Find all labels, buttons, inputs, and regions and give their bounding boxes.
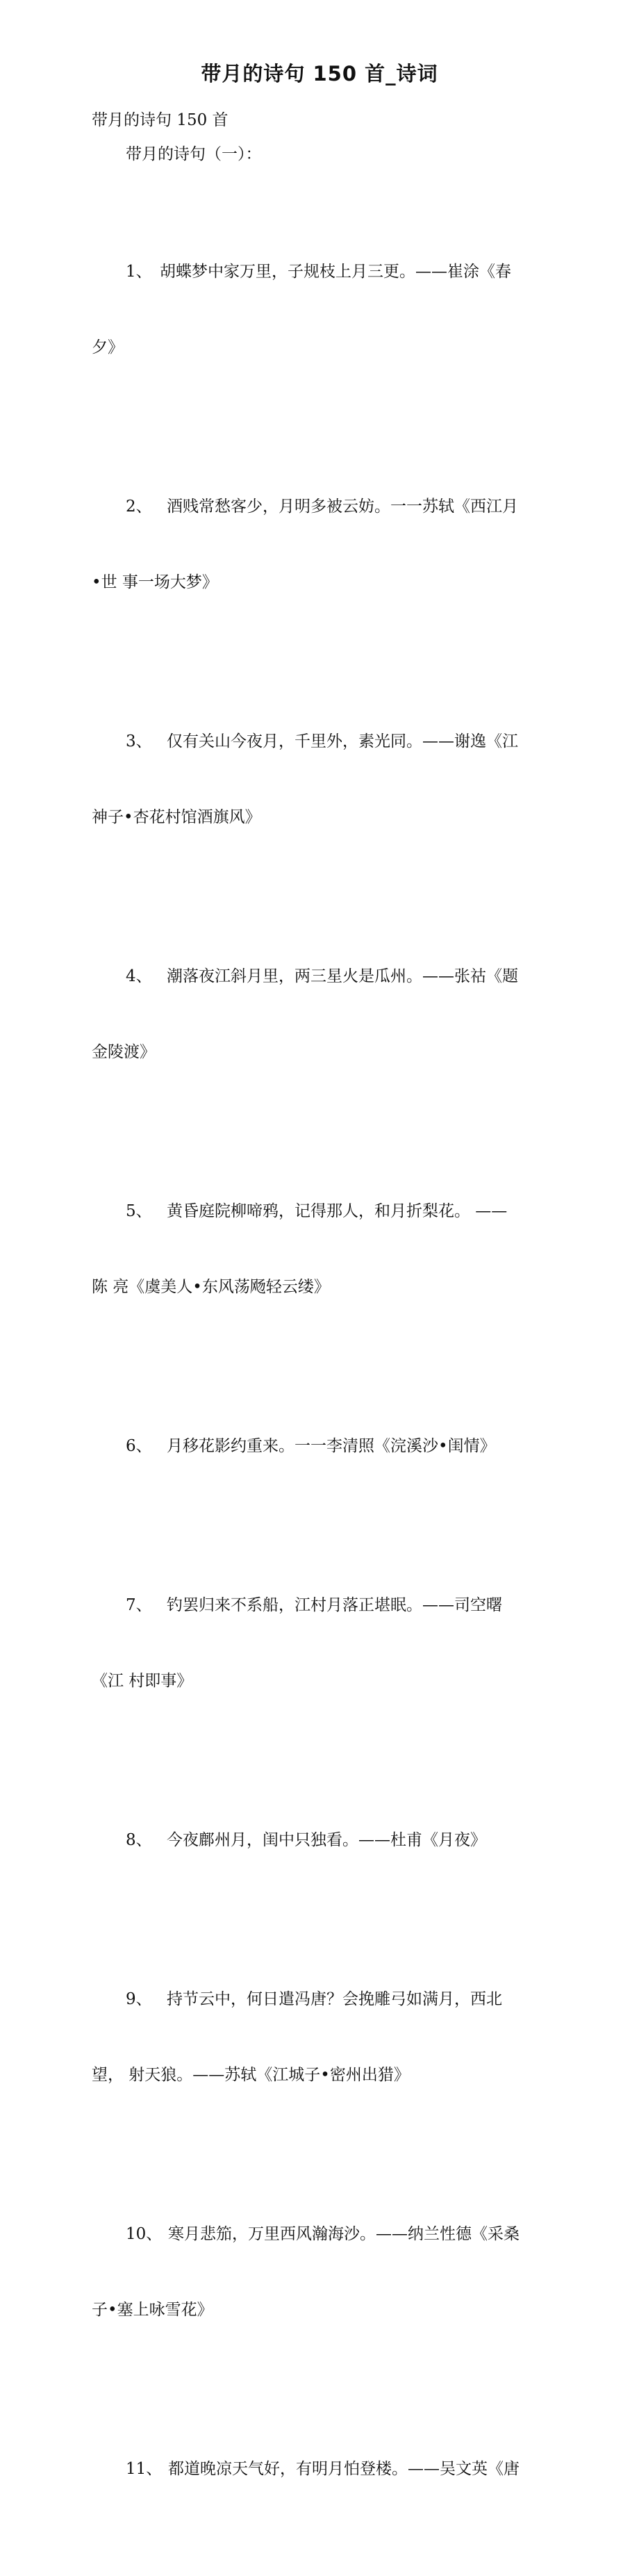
poem-line-continued: 《江 村即事》 (92, 1672, 193, 1690)
poem-line: 潮落夜江斜月里，两三星火是瓜州。——张祜《题 (167, 967, 518, 985)
poem-number: 10、 (126, 2225, 163, 2243)
poem-number: 9、 (126, 1990, 152, 2008)
poem-item (92, 924, 550, 1117)
poem-number: 6、 (126, 1437, 152, 1455)
poem-item (92, 1394, 550, 1511)
poem-line: 今夜鄜州月，闺中只独看。——杜甫《月夜》 (167, 1831, 486, 1849)
poem-line-continued: 望， 射天狼。——苏轼《江城子•密州出猎》 (92, 2066, 410, 2084)
poem-line: 仅有关山今夜月，千里外，素光同。——谢逸《江 (167, 732, 518, 750)
poem-number: 3、 (126, 732, 152, 750)
poem-line-continued: 子•塞上咏雪花》 (92, 2301, 213, 2319)
poem-line-continued: 夕》 (92, 338, 124, 356)
poem-line: 酒贱常愁客少，月明多被云妨。一一苏轼《西江月 (167, 498, 518, 516)
poem-line-continued: 金陵渡》 (92, 1043, 156, 1061)
poem-item (92, 2182, 550, 2375)
poem-line: 月移花影约重来。一一李清照《浣溪沙•闺情》 (167, 1437, 496, 1455)
poem-number: 8、 (126, 1831, 152, 1849)
poem-line-continued: 神子•杏花村馆酒旗风》 (92, 808, 261, 826)
poem-number: 5、 (126, 1202, 152, 1220)
page-title: 带月的诗句 150 首_诗词 (201, 62, 438, 85)
poem-number: 11、 (126, 2460, 163, 2478)
poem-item (92, 1553, 550, 1746)
poem-number: 1、 (126, 263, 152, 281)
poem-number: 7、 (126, 1596, 152, 1614)
poem-line: 寒月悲笳，万里西风瀚海沙。——纳兰性德《采桑 (168, 2225, 520, 2243)
poem-line: 钓罢归来不系船，江村月落正堪眠。——司空曙 (167, 1596, 502, 1614)
poem-item (92, 1947, 550, 2140)
poem-item (92, 1788, 550, 1905)
poem-line: 都道晚凉天气好，有明月怕登楼。——吴文英《唐 (168, 2460, 520, 2478)
poem-list (92, 178, 550, 2576)
poem-line-continued: 陈 亮《虞美人•东风荡飏轻云缕》 (92, 1278, 330, 1296)
poem-line: 黄昏庭院柳啼鸦，记得那人，和月折梨花。 —— (167, 1202, 508, 1220)
poem-line: 持节云中，何日遣冯唐？会挽雕弓如满月，西北 (167, 1990, 502, 2008)
document-subtitle: 带月的诗句 150 首 (92, 111, 229, 129)
poem-number: 4、 (126, 967, 152, 985)
poem-item (92, 220, 550, 413)
poem-item (92, 1159, 550, 1352)
poem-line: 胡蝶梦中家万里，子规枝上月三更。——崔涂《春 (160, 263, 511, 281)
poem-line-continued: •世 事一场大梦》 (92, 573, 218, 591)
poem-number: 2、 (126, 498, 152, 516)
section-heading: 带月的诗句（一）： (126, 145, 262, 163)
poem-item (92, 2417, 550, 2534)
poem-item (92, 454, 550, 648)
poem-item (92, 689, 550, 883)
